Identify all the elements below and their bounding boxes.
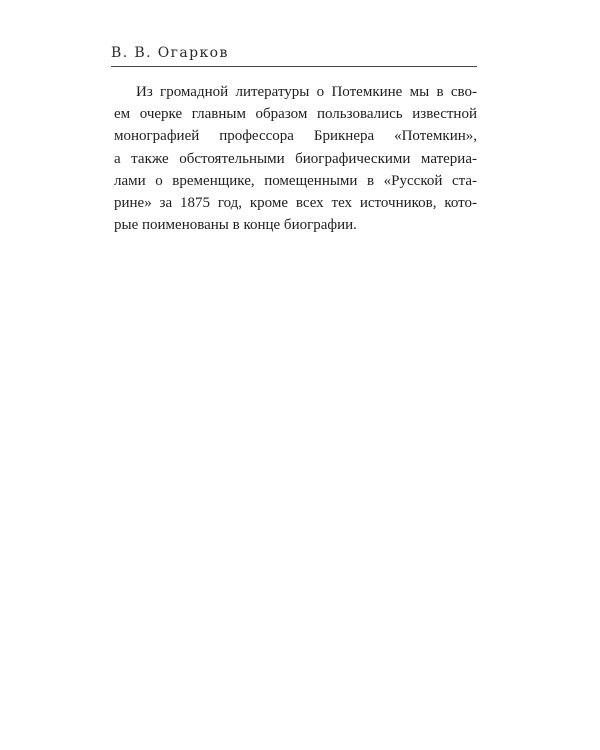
text-line: рине» за 1875 год, кроме всех тех источников, кото-: [114, 194, 477, 211]
text-line: лами о временщике, помещенными в «Русской ста-: [114, 172, 477, 189]
running-header: [111, 44, 477, 67]
author-name: В. В. Огарков: [111, 45, 229, 61]
text-line: монографией профессора Брикнера «Потемкин»,: [114, 128, 477, 145]
text-line: ем очерке главным образом пользовались известной: [114, 106, 477, 123]
text-line: а также обстоятельными биографическими материа-: [114, 150, 477, 167]
text-line: рые поименованы в конце биографии.: [114, 217, 357, 234]
text-line: Из громадной литературы о Потемкине мы в сво-: [136, 84, 477, 100]
header-rule: [111, 66, 477, 67]
paragraph: [114, 81, 477, 236]
